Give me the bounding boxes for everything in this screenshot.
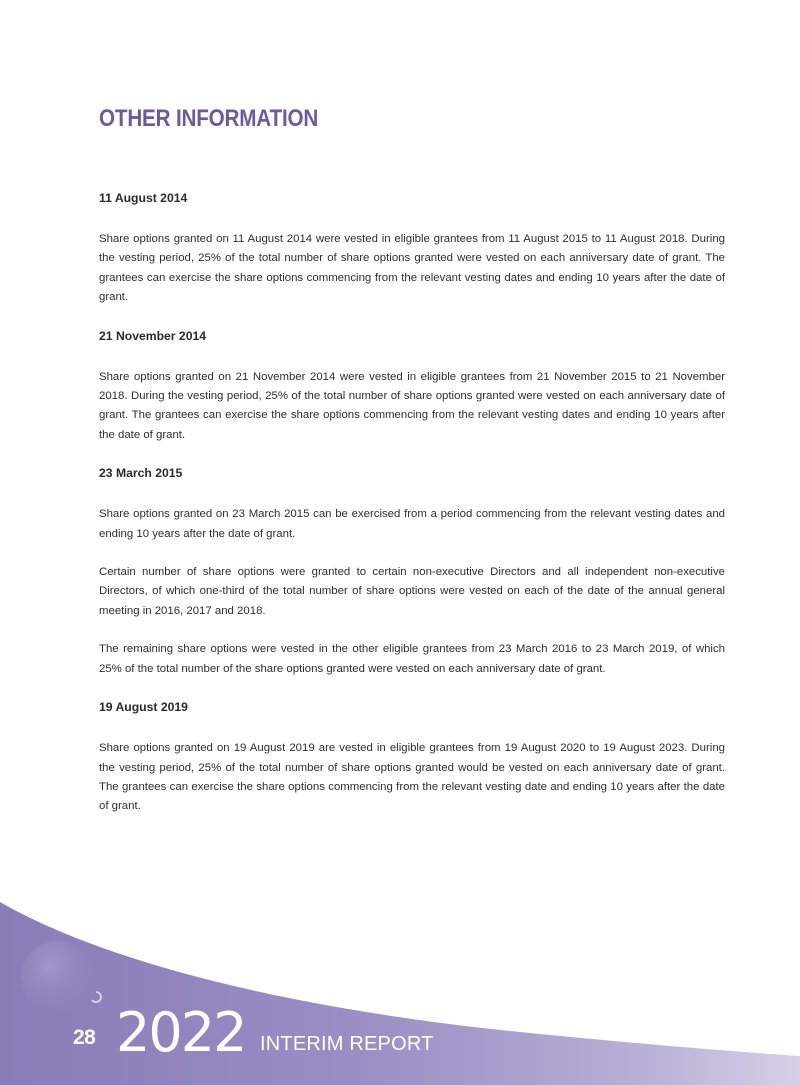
section-23-march-2015 xyxy=(99,464,725,679)
section-paragraph: Share options granted on 11 August 2014 were vested in eligible grantees from 11 August 2015 to 11 August 2018. During the vesting period, 25% of the total number of share options granted were vested on each anniversary date of grant. The grantees can exercise the share options commencing from the relevant vesting dates and ending 10 years after the date of grant. xyxy=(99,233,725,304)
report-label: INTERIM REPORT xyxy=(260,1033,434,1055)
page-number: 28 xyxy=(73,1026,96,1049)
section-paragraph: The remaining share options were vested in the other eligible grantees from 23 March 2016 to 23 March 2019, of which 25% of the total number of the share options granted were vested on each anniversary date of grant. xyxy=(99,643,725,675)
section-21-november-2014 xyxy=(99,327,725,446)
section-paragraph: Share options granted on 19 August 2019 are vested in eligible grantees from 19 August 2020 to 19 August 2023. During the vesting period, 25% of the total number of share options granted would be vested on each anniversary date of grant. The grantees can exercise the share options commencing from the relevant vesting date and ending 10 years after the date of grant. xyxy=(99,742,725,813)
document-body xyxy=(99,189,725,836)
section-title: 19 August 2019 xyxy=(99,700,188,715)
section-paragraph: Certain number of share options were granted to certain non-executive Directors and all independent non-executive Directors, of which one-third of the total number of share options were vested on each of the date of the annual general meeting in 2016, 2017 and 2018. xyxy=(99,566,725,617)
section-title: 11 August 2014 xyxy=(99,191,188,205)
section-title: 23 March 2015 xyxy=(99,466,183,481)
page-heading: OTHER INFORMATION xyxy=(99,105,319,132)
section-paragraph: Share options granted on 23 March 2015 can be exercised from a period commencing from the relevant vesting dates and ending 10 years after the date of grant. xyxy=(99,508,725,540)
section-11-august-2014 xyxy=(99,189,725,308)
report-year: 2022 xyxy=(116,1001,246,1064)
section-19-august-2019 xyxy=(99,698,725,817)
section-title: 21 November 2014 xyxy=(99,328,207,343)
section-paragraph: Share options granted on 21 November 2014 were vested in eligible grantees from 21 November 2015 to 21 November 2018. During the vesting period, 25% of the total number of share options granted were vested on each anniversary date of grant. The grantees can exercise the share options commencing from the relevant vesting dates and ending 10 years after the date of grant. xyxy=(99,370,725,441)
